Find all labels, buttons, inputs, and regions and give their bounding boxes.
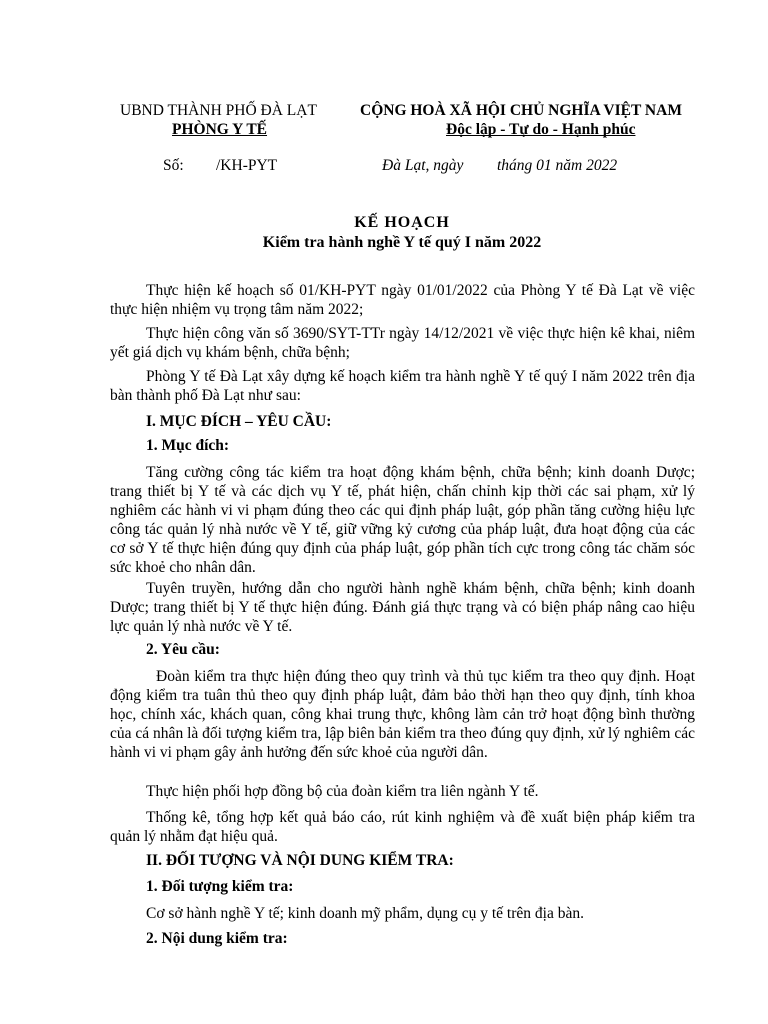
subsection-heading: 2. Nội dung kiểm tra: xyxy=(146,930,288,947)
section-heading: II. ĐỐI TƯỢNG VÀ NỘI DUNG KIỂM TRA: xyxy=(146,852,454,869)
body-paragraph: Thực hiện phối hợp đồng bộ của đoàn kiểm tra liên ngành Y tế. xyxy=(146,783,539,800)
document-number-label: Số: xyxy=(163,157,184,174)
national-title: CỘNG HOÀ XÃ HỘI CHỦ NGHĨA VIỆT NAM xyxy=(360,102,682,119)
document-title: KẾ HOẠCH xyxy=(354,214,450,231)
body-paragraph: Thống kê, tổng hợp kết quả báo cáo, rút kinh nghiệm và đề xuất biện pháp kiểm tra quản lý nhằm đạt hiệu quả. xyxy=(110,809,695,845)
body-paragraph: Đoàn kiểm tra thực hiện đúng theo quy trình và thủ tục kiểm tra theo quy định. Hoạt động kiểm tra tuân thủ theo quy định pháp luật, đảm bảo thời hạn theo quy định, tính khoa học, chính xác, khách quan, công khai trung thực, không làm cản trở hoạt động bình thường của cá nhân là đối tượng kiểm tra, lập biên bản kiểm tra theo đúng quy định, xử lý nghiêm các hành vi vi phạm gây ảnh hưởng đến sức khoẻ của người dân. xyxy=(110,668,695,761)
body-paragraph: Tăng cường công tác kiểm tra hoạt động khám bệnh, chữa bệnh; kinh doanh Dược; trang thiết bị Y tế và các dịch vụ Y tế, phát hiện, chấn chỉnh kịp thời các sai phạm, xử lý nghiêm các hành vi vi phạm đúng theo các qui định pháp luật, góp phần tăng cường hiệu lực công tác quản lý nhà nước về Y tế, giữ vững kỷ cương của pháp luật, đưa hoạt động của các cơ sở Y tế thực hiện đúng quy định của pháp luật, góp phần tích cực trong công tác chăm sóc sức khoẻ cho nhân dân. xyxy=(110,464,695,576)
national-motto-text: Độc lập - Tự do - Hạnh phúc xyxy=(446,121,636,138)
document-subtitle: Kiểm tra hành nghề Y tế quý I năm 2022 xyxy=(262,234,542,251)
subsection-heading: 2. Yêu cầu: xyxy=(146,641,220,658)
body-paragraph: Tuyên truyền, hướng dẫn cho người hành nghề khám bệnh, chữa bệnh; kinh doanh Dược; trang thiết bị Y tế thực hiện đúng. Đánh giá thực trạng và có biện pháp nâng cao hiệu lực quản lý nhà nước về Y tế. xyxy=(110,580,695,635)
subsection-heading: 1. Mục đích: xyxy=(146,437,230,454)
intro-paragraph: Thực hiện kế hoạch số 01/KH-PYT ngày 01/01/2022 của Phòng Y tế Đà Lạt về việc thực hiện nhiệm vụ trọng tâm năm 2022; xyxy=(110,282,695,318)
document-date-rest: tháng 01 năm 2022 xyxy=(497,157,618,174)
body-paragraph: Cơ sở hành nghề Y tế; kinh doanh mỹ phẩm, dụng cụ y tế trên địa bàn. xyxy=(146,905,584,922)
intro-paragraph: Thực hiện công văn số 3690/SYT-TTr ngày 14/12/2021 về việc thực hiện kê khai, niêm yết giá dịch vụ khám bệnh, chữa bệnh; xyxy=(110,325,695,361)
document-date-place: Đà Lạt, ngày xyxy=(382,157,464,174)
office-name: PHÒNG Y TẾ xyxy=(172,121,268,138)
section-heading: I. MỤC ĐÍCH – YÊU CẦU: xyxy=(146,413,332,430)
national-motto xyxy=(446,121,635,139)
document-number-code: /KH-PYT xyxy=(216,157,278,174)
subsection-heading: 1. Đối tượng kiểm tra: xyxy=(146,878,294,895)
agency-name: UBND THÀNH PHỐ ĐÀ LẠT xyxy=(120,102,317,119)
intro-paragraph: Phòng Y tế Đà Lạt xây dựng kế hoạch kiểm tra hành nghề Y tế quý I năm 2022 trên địa bàn thành phố Đà Lạt như sau: xyxy=(110,368,695,404)
